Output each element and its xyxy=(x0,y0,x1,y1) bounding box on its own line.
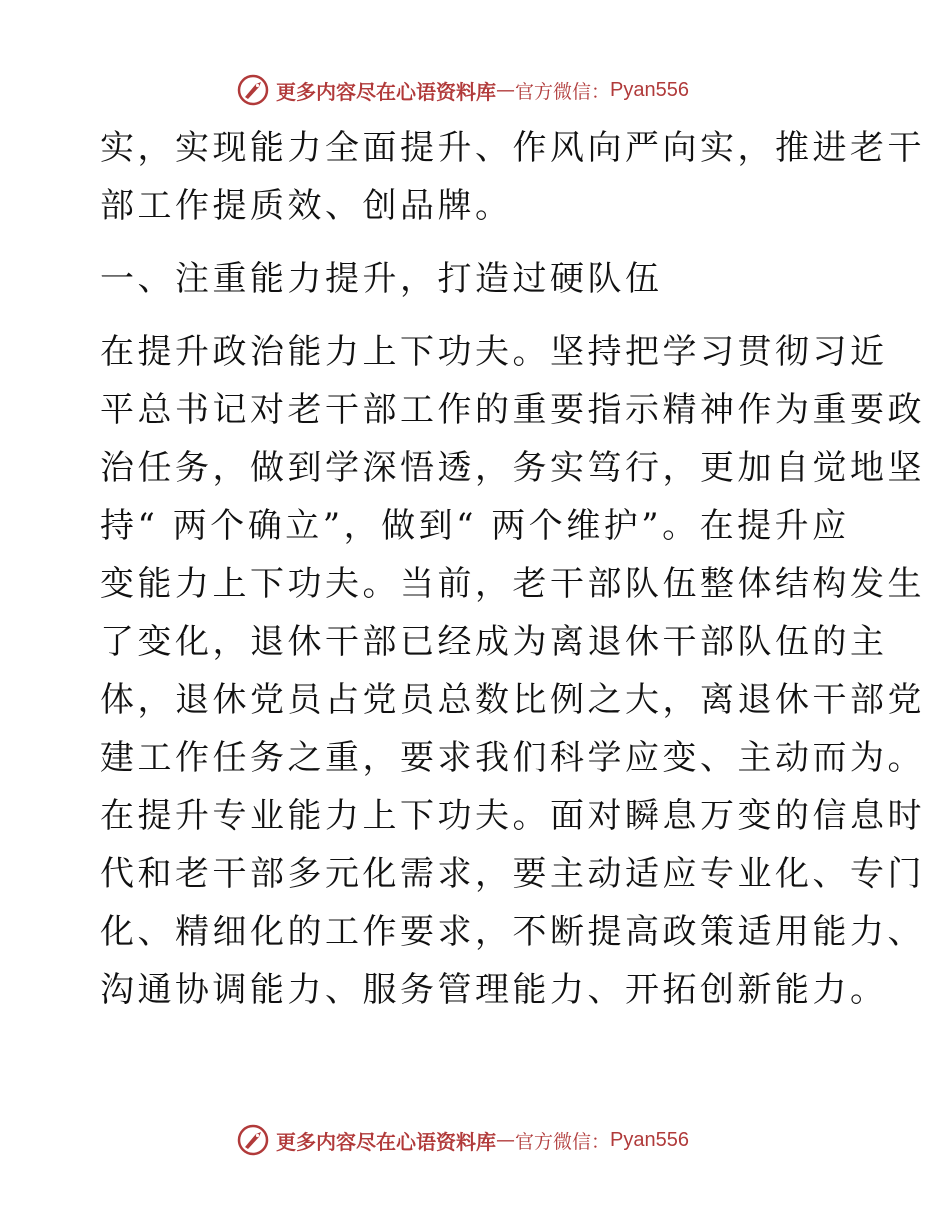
text-line: 了变化，退休干部已经成为离退休干部队伍的主 xyxy=(100,622,888,662)
text-line: 持“ 两个确立”，做到“ 两个维护”。在提升应 xyxy=(100,506,850,546)
text-line: 体，退休党员占党员总数比例之大，离退休干部党 xyxy=(100,680,925,720)
text-line: 代和老干部多元化需求，要主动适应专业化、专门 xyxy=(100,854,925,894)
text-line: 在提升政治能力上下功夫。坚持把学习贯彻习近 xyxy=(100,332,888,372)
footer-watermark xyxy=(236,1122,689,1158)
section-heading: 一、注重能力提升，打造过硬队伍 xyxy=(100,259,663,299)
text-line: 沟通协调能力、服务管理能力、开拓创新能力。 xyxy=(100,970,888,1010)
watermark-wechat-label: 官方微信： xyxy=(515,80,611,103)
watermark-wechat-id: Pyan556 xyxy=(610,78,689,101)
watermark-main-text: 更多内容尽在心语资料库 xyxy=(276,1129,496,1154)
pen-nib-logo-icon xyxy=(236,73,270,107)
header-watermark xyxy=(236,72,689,108)
text-line: 建工作任务之重，要求我们科学应变、主动而为。 xyxy=(100,738,925,778)
text-line: 平总书记对老干部工作的重要指示精神作为重要政 xyxy=(100,390,925,430)
watermark-main-text: 更多内容尽在心语资料库 xyxy=(276,79,496,104)
text-line: 变能力上下功夫。当前，老干部队伍整体结构发生 xyxy=(100,564,925,604)
pen-nib-logo-icon xyxy=(236,1123,270,1157)
watermark-dash: — xyxy=(496,1129,515,1151)
text-line: 部工作提质效、创品牌。 xyxy=(100,186,513,226)
text-line: 在提升专业能力上下功夫。面对瞬息万变的信息时 xyxy=(100,796,925,836)
text-line: 实，实现能力全面提升、作风向严向实，推进老干 xyxy=(100,128,925,168)
text-line: 治任务，做到学深悟透，务实笃行，更加自觉地坚 xyxy=(100,448,925,488)
text-line: 化、精细化的工作要求，不断提高政策适用能力、 xyxy=(100,912,925,952)
watermark-wechat-id: Pyan556 xyxy=(610,1128,689,1151)
watermark-wechat-label: 官方微信： xyxy=(515,1130,611,1153)
watermark-dash: — xyxy=(496,79,515,101)
